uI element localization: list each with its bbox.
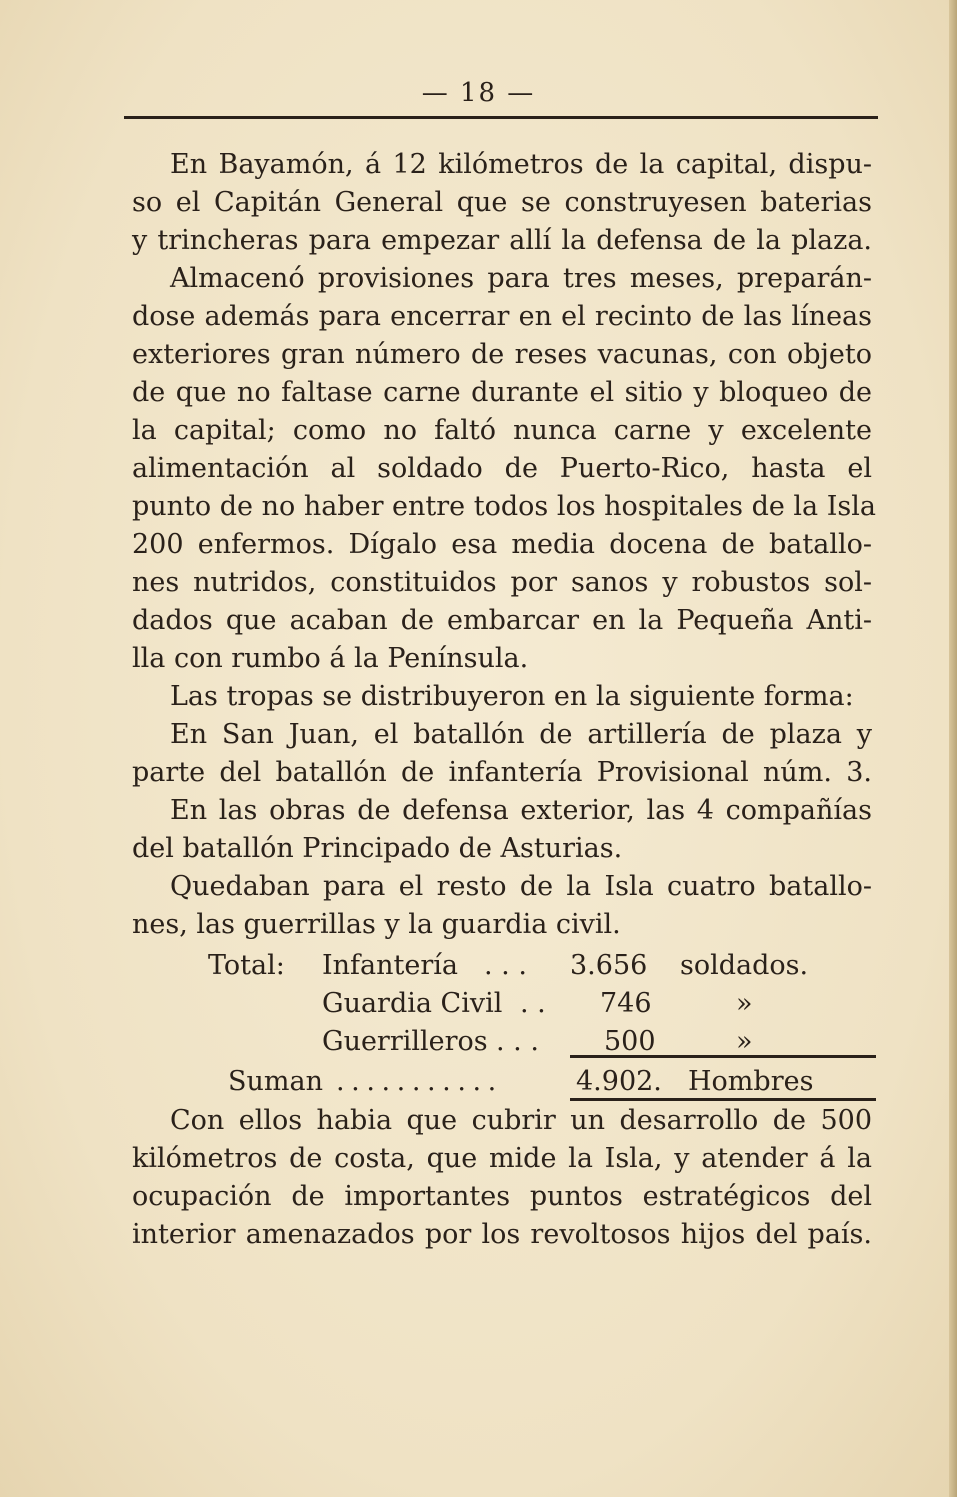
text-line: del batallón Principado de Asturias. (132, 833, 623, 864)
totals-row-dots: . . (520, 988, 546, 1019)
text-line: dose además para encerrar en el recinto de las líneas (132, 301, 872, 332)
totals-row-value: 500 (604, 1026, 656, 1057)
text-line: En Bayamón, á 12 kilómetros de la capital, dispu- (170, 149, 872, 180)
page-number: — 18 — (421, 78, 536, 108)
text-line: nes nutridos, constituidos por sanos y robustos sol- (132, 567, 872, 598)
totals-row-dots: . . . (496, 1026, 539, 1057)
page-edge (949, 0, 957, 1497)
text-line: lla con rumbo á la Península. (132, 643, 529, 674)
text-line: la capital; como no faltó nunca carne y excelente (132, 415, 872, 446)
text-line: de que no faltase carne durante el sitio y bloqueo de (132, 377, 872, 408)
text-line: Las tropas se distribuyeron en la siguiente forma: (170, 681, 854, 712)
sum-value: 4.902. (576, 1066, 662, 1097)
text-line: En San Juan, el batallón de artillería de plaza y (170, 719, 872, 750)
totals-label: Total: (208, 950, 285, 981)
text-line: nes, las guerrillas y la guardia civil. (132, 909, 621, 940)
totals-row-value: 746 (600, 988, 652, 1019)
totals-row-unit: » (736, 988, 753, 1019)
totals-row-name: Guardia Civil (322, 988, 503, 1019)
totals-row-value: 3.656 (570, 950, 648, 981)
text-line: alimentación al soldado de Puerto-Rico, hasta el (132, 453, 872, 484)
sum-unit: Hombres (688, 1066, 814, 1097)
text-line: exteriores gran número de reses vacunas, con objeto (132, 339, 872, 370)
text-line: dados que acaban de embarcar en la Pequeña Anti- (132, 605, 872, 636)
sum-label: Suman (228, 1066, 323, 1097)
text-line: punto de no haber entre todos los hospitales de la Isla (132, 491, 876, 522)
totals-row-unit: soldados. (680, 950, 809, 981)
text-line: parte del batallón de infantería Provisional núm. 3. (132, 757, 872, 788)
totals-row-unit: » (736, 1026, 753, 1057)
text-line: kilómetros de costa, que mide la Isla, y atender á la (132, 1143, 872, 1174)
text-line: so el Capitán General que se construyesen baterias (132, 187, 872, 218)
header-rule (124, 116, 878, 119)
text-line: Almacenó provisiones para tres meses, preparán- (170, 263, 872, 294)
text-line: Quedaban para el resto de la Isla cuatro batallo- (170, 871, 872, 902)
text-line: ocupación de importantes puntos estratégicos del (132, 1181, 872, 1212)
sum-rule-bottom (570, 1098, 876, 1101)
totals-row-name: Infantería (322, 950, 459, 981)
text-line: 200 enfermos. Dígalo esa media docena de batallo- (132, 529, 872, 560)
text-line: interior amenazados por los revoltosos hijos del país. (132, 1219, 872, 1250)
totals-row-name: Guerrilleros (322, 1026, 488, 1057)
text-line: Con ellos habia que cubrir un desarrollo de 500 (170, 1105, 872, 1136)
sum-rule-top (570, 1055, 876, 1058)
totals-row-dots: . . . (484, 950, 527, 981)
sum-dots: . . . . . . . . . . . (336, 1066, 496, 1097)
text-line: En las obras de defensa exterior, las 4 compañías (170, 795, 872, 826)
text-line: y trincheras para empezar allí la defensa de la plaza. (132, 225, 872, 256)
